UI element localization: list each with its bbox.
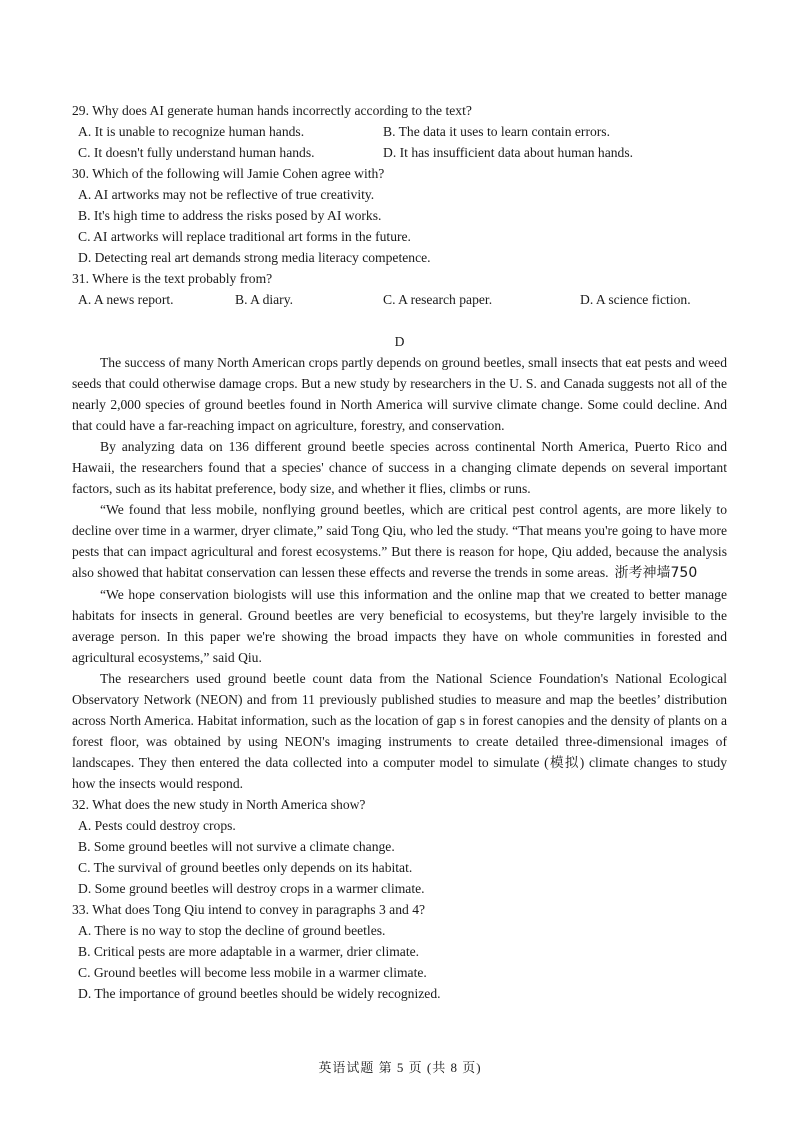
options — [72, 815, 727, 899]
question-stem: 30. Which of the following will Jamie Cohen agree with? — [72, 166, 385, 181]
option-a: A. There is no way to stop the decline of ground beetles. — [78, 923, 386, 938]
question-stem: 29. Why does AI generate human hands incorrectly according to the text? — [72, 103, 472, 118]
option-d: D. It has insufficient data about human hands. — [383, 145, 634, 160]
paragraph-text: “We found that less mobile, nonflying ground beetles, which are critical pest control agents, are more likely to decline over time in a warmer, dryer climate,” said Tong Qiu, who led the study. “That means you're going to have more pests that can impact agricultural and forest ecosystems.” But there is reason for hope, Qiu added, because the analysis also showed that habitat conservation can lessen these effects and reverse the trends in some areas. — [72, 502, 727, 580]
passage-paragraph-3 — [72, 499, 727, 584]
passage-paragraph-5: The researchers used ground beetle count data from the National Science Foundation's National Ecological Observatory Network (NEON) and from 11 previously published studies to measure and map the beetles’ distribution across North America. Habitat information, such as the location of gap s in forest canopies and the density of plants on a forest floor, was obtained by using NEON's imaging instruments to create detailed three-dimensional images of landscapes. They then entered the data collected into a computer model to simulate (模拟) climate changes to study how the insects would respond. — [72, 671, 727, 791]
watermark: 浙考神墙750 — [614, 565, 698, 581]
passage-paragraph-2: By analyzing data on 136 different ground beetle species across continental North America, Puerto Rico and Hawaii, the researchers found that a species' chance of success in a changing climate depends on several important factors, such as its habitat preference, body size, and whether it flies, climbs or runs. — [72, 439, 727, 496]
option-c: C. AI artworks will replace traditional art forms in the future. — [78, 229, 411, 244]
option-c: C. The survival of ground beetles only depends on its habitat. — [78, 860, 413, 875]
option-d: D. Some ground beetles will destroy crops in a warmer climate. — [78, 881, 425, 896]
page-footer: 英语试题 第 5 页 (共 8 页) — [318, 1060, 482, 1075]
option-d: D. The importance of ground beetles should be widely recognized. — [78, 986, 441, 1001]
question-stem: 32. What does the new study in North America show? — [72, 797, 366, 812]
option-b: B. It's high time to address the risks posed by AI works. — [78, 208, 382, 223]
option-c: C. A research paper. — [383, 292, 493, 307]
exam-page — [72, 100, 727, 1004]
option-b: B. The data it uses to learn contain errors. — [383, 124, 610, 139]
passage-paragraph-4: “We hope conservation biologists will use this information and the online map that we created to better manage habitats for insects in general. Ground beetles are very beneficial to ecosystems, but they're largely invisible to the average person. In this paper we're showing the broad impacts they have on whole communities in forested and agricultural ecosystems,” said Qiu. — [72, 587, 727, 665]
questions-32-33 — [72, 794, 727, 1004]
option-a: A. It is unable to recognize human hands. — [78, 124, 305, 139]
question-stem: 33. What does Tong Qiu intend to convey in paragraphs 3 and 4? — [72, 902, 426, 917]
option-a: A. A news report. — [78, 292, 174, 307]
option-d: D. Detecting real art demands strong media literacy competence. — [78, 250, 431, 265]
option-b: B. Some ground beetles will not survive a climate change. — [78, 839, 395, 854]
option-b: B. A diary. — [235, 292, 294, 307]
option-d: D. A science fiction. — [580, 292, 691, 307]
option-b: B. Critical pests are more adaptable in a warmer, drier climate. — [78, 944, 420, 959]
section-label: D — [394, 334, 405, 349]
options — [72, 920, 727, 1004]
options — [72, 184, 727, 268]
questions-29-31 — [72, 100, 727, 310]
options — [72, 289, 727, 310]
options — [72, 121, 727, 163]
option-c: C. Ground beetles will become less mobile in a warmer climate. — [78, 965, 427, 980]
option-a: A. AI artworks may not be reflective of true creativity. — [78, 187, 375, 202]
option-a: A. Pests could destroy crops. — [78, 818, 236, 833]
passage — [72, 352, 727, 794]
question-stem: 31. Where is the text probably from? — [72, 271, 273, 286]
passage-paragraph-1: The success of many North American crops partly depends on ground beetles, small insects that eat pests and weed seeds that could otherwise damage crops. But a new study by researchers in the U. S. and Canada suggests not all of the nearly 2,000 species of ground beetles found in North America will survive climate change. Some could decline. And that could have a far-reaching impact on agriculture, forestry, and conservation. — [72, 355, 727, 433]
option-c: C. It doesn't fully understand human hands. — [78, 145, 315, 160]
